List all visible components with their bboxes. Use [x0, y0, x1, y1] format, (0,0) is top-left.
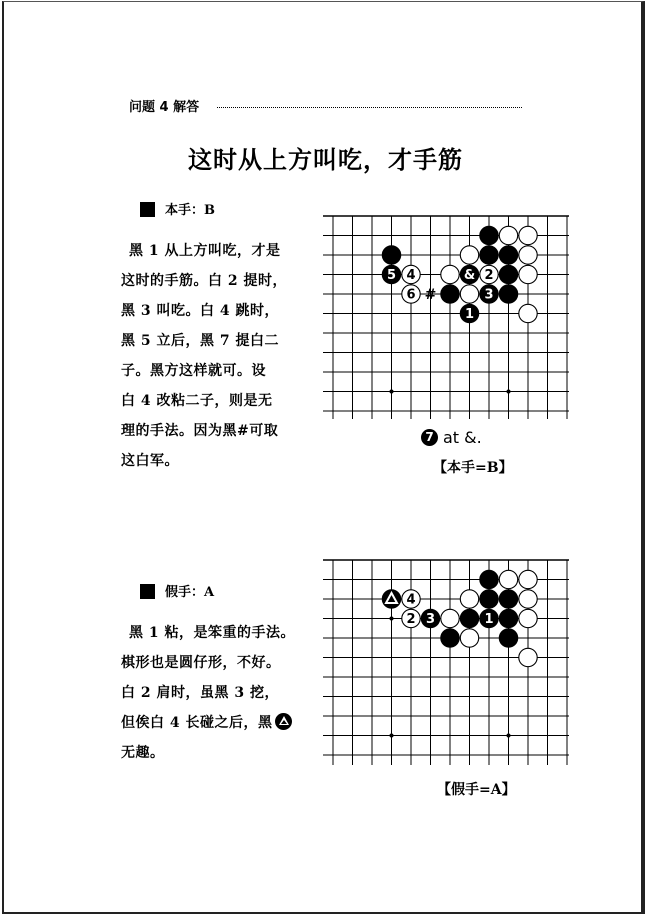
stone-disc — [480, 570, 498, 588]
page-frame — [2, 1, 645, 914]
white-stone — [402, 265, 420, 283]
text-line — [121, 708, 321, 738]
stone-label: 6 — [406, 287, 416, 303]
stone-disc — [499, 246, 517, 264]
stone-label: 4 — [406, 268, 416, 283]
white-stone — [460, 285, 478, 303]
stone-disc — [519, 304, 537, 322]
star-point — [390, 734, 394, 738]
star-point — [507, 734, 511, 738]
stone-disc — [499, 629, 517, 647]
stone-disc — [519, 570, 537, 588]
black-stone — [460, 609, 478, 627]
star-point — [507, 390, 511, 394]
board-mark: # — [424, 287, 437, 303]
stone-label: 1 — [464, 307, 475, 322]
stone-disc — [441, 285, 459, 303]
black-square-icon — [140, 584, 155, 599]
text-line: 黑 5 立后，黑 7 提白二 — [121, 333, 279, 349]
star-point — [390, 390, 394, 394]
black-square-icon — [140, 202, 155, 217]
black-stone — [441, 285, 459, 303]
stone-disc — [499, 609, 517, 627]
go-board-diagram-honte — [323, 215, 569, 419]
stone-label: 4 — [406, 592, 416, 608]
black-stone-triangle-icon — [275, 713, 292, 730]
stone-disc — [460, 246, 478, 264]
move-note-text: at &. — [443, 428, 482, 447]
header-label: 问题 4 解答 — [129, 100, 200, 115]
black-stone — [499, 609, 517, 627]
stone-label: 1 — [484, 612, 494, 627]
stone-disc — [441, 629, 459, 647]
white-stone — [441, 265, 459, 283]
black-stone — [382, 265, 400, 283]
section-heading-fake — [140, 581, 214, 600]
black-stone — [480, 285, 498, 303]
black-stone — [499, 265, 517, 283]
header-dotted-rule — [217, 107, 522, 108]
fake-move-explanation — [121, 618, 321, 768]
stone-label: 5 — [386, 268, 397, 283]
stone-disc — [519, 590, 537, 608]
stone-label: 2 — [484, 268, 494, 283]
stone-label: & — [463, 268, 476, 283]
white-stone — [499, 570, 517, 588]
white-stone — [519, 304, 537, 322]
stone-disc — [499, 226, 517, 244]
black-stone — [480, 226, 498, 244]
page-title: 这时从上方叫吃，才手筋 — [188, 145, 463, 174]
text-line: 理的手法。因为黑#可取 — [121, 423, 279, 439]
stone-disc — [480, 226, 498, 244]
diagram-caption-honte: 【本手=B】 — [433, 460, 513, 476]
star-point — [390, 617, 394, 621]
white-stone — [499, 226, 517, 244]
text-line: 子。黑方这样就可。设 — [121, 363, 266, 379]
black-stone — [480, 609, 498, 627]
stone-disc — [499, 570, 517, 588]
black-stone — [382, 246, 400, 264]
stone-disc — [460, 590, 478, 608]
black-stone — [441, 629, 459, 647]
text-line-content: 但俟白 4 长碰之后，黑 — [121, 715, 273, 731]
white-stone — [402, 285, 420, 303]
black-stone — [382, 590, 400, 608]
black-stone — [499, 246, 517, 264]
text-line: 黑 1 粘，是笨重的手法。 — [129, 625, 295, 641]
stone-disc — [460, 629, 478, 647]
white-stone — [519, 226, 537, 244]
stone-disc — [519, 246, 537, 264]
text-line: 无趣。 — [121, 745, 165, 761]
white-stone — [460, 629, 478, 647]
white-stone — [480, 265, 498, 283]
stone-label: 2 — [406, 612, 416, 627]
text-line: 黑 1 从上方叫吃，才是 — [129, 243, 281, 259]
text-line: 黑 3 叫吃。白 4 跳时， — [121, 303, 279, 319]
stone-label: 3 — [484, 287, 494, 303]
section-heading-text: 本手：B — [165, 203, 215, 218]
black-stone — [480, 570, 498, 588]
stone-disc — [519, 226, 537, 244]
text-line: 白 2 肩时，虽黑 3 挖， — [121, 685, 279, 701]
white-stone — [460, 246, 478, 264]
stone-disc — [382, 246, 400, 264]
stone-disc — [519, 609, 537, 627]
white-stone — [519, 570, 537, 588]
stone-disc — [519, 648, 537, 666]
black-stone — [499, 285, 517, 303]
black-stone — [499, 629, 517, 647]
stone-disc — [499, 285, 517, 303]
section-heading-honte — [140, 199, 215, 218]
black-stone — [421, 609, 439, 627]
move-note — [421, 428, 482, 447]
stone-label: 3 — [425, 612, 436, 627]
stone-disc — [499, 590, 517, 608]
white-stone — [460, 590, 478, 608]
stone-disc — [441, 265, 459, 283]
black-stone — [460, 265, 478, 283]
black-stone-seven-icon: 7 — [421, 429, 438, 446]
text-line: 这白军。 — [121, 453, 179, 469]
diagram-caption-fake: 【假手=A】 — [437, 782, 516, 798]
section-heading-text: 假手：A — [165, 585, 215, 600]
stone-disc — [480, 590, 498, 608]
black-stone — [480, 590, 498, 608]
white-stone — [519, 265, 537, 283]
text-line: 棋形也是圆仔形，不好。 — [121, 655, 281, 671]
black-stone — [499, 590, 517, 608]
white-stone — [519, 246, 537, 264]
white-stone — [402, 609, 420, 627]
stone-disc — [480, 246, 498, 264]
stone-disc — [499, 265, 517, 283]
black-stone — [480, 246, 498, 264]
go-board-diagram-fake — [323, 559, 569, 765]
stone-disc — [460, 285, 478, 303]
white-stone — [441, 609, 459, 627]
white-stone — [519, 648, 537, 666]
stone-disc — [460, 609, 478, 627]
honte-explanation — [121, 236, 321, 476]
text-line: 这时的手筋。白 2 提时， — [121, 273, 287, 289]
text-line: 白 4 改粘二子，则是无 — [121, 393, 273, 409]
white-stone — [519, 609, 537, 627]
white-stone — [519, 590, 537, 608]
stone-disc — [519, 265, 537, 283]
black-stone — [460, 304, 478, 322]
white-stone — [402, 590, 420, 608]
stone-disc — [441, 609, 459, 627]
